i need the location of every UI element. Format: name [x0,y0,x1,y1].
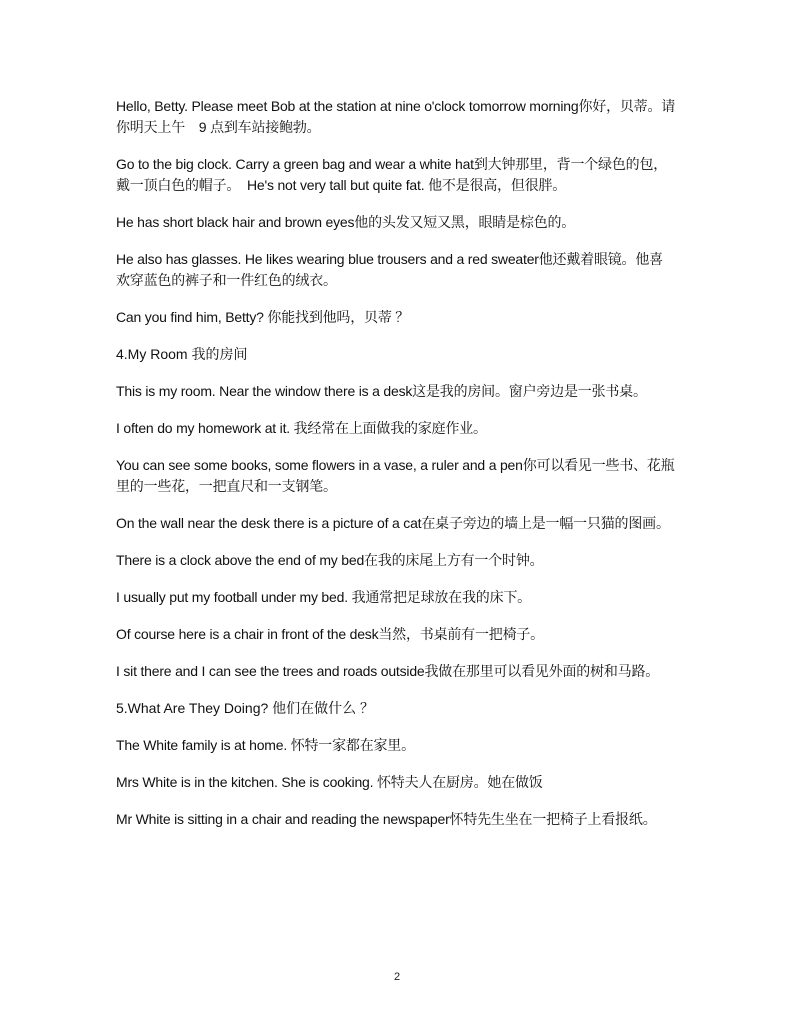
paragraph-books-vase: You can see some books, some flowers in a vase, a ruler and a pen你可以看见一些书、花瓶里的一些花，一把直尺和一支钢笔。 [116,457,675,494]
paragraph-hair-eyes: He has short black hair and brown eyes他的头发又短又黑，眼睛是棕色的。 [116,214,576,230]
paragraph-find-him: Can you find him, Betty? 你能找到他吗，贝蒂 ？ [116,309,410,325]
paragraph-homework: I often do my homework at it. 我经常在上面做我的家庭作业。 [116,420,487,436]
paragraph-clock-bed: There is a clock above the end of my bed在我的床尾上方有一个时钟。 [116,552,544,568]
section-heading-what-doing: 5.What Are They Doing? 他们在做什么 ？ [116,700,375,716]
paragraph-mrs-white: Mrs White is in the kitchen. She is cooking. 怀特夫人在厨房。她在做饭 [116,774,543,790]
paragraph-mr-white: Mr White is sitting in a chair and reading the newspaper怀特先生坐在一把椅子上看报纸。 [116,811,657,827]
paragraph-trees-roads: I sit there and I can see the trees and roads outside我做在那里可以看见外面的树和马路。 [116,663,660,679]
paragraph-glasses: He also has glasses. He likes wearing blue trousers and a red sweater他还戴着眼镜。他喜欢穿蓝色的裤子和一件红色的绒衣。 [116,251,663,288]
paragraph-picture-cat: On the wall near the desk there is a picture of a cat在桌子旁边的墙上是一幅一只猫的图画。 [116,515,670,531]
paragraph-chair: Of course here is a chair in front of the desk当然，书桌前有一把椅子。 [116,626,544,642]
paragraph-meet-bob: Hello, Betty. Please meet Bob at the station at nine o'clock tomorrow morning你好，贝蒂。请你明天上午 9 点到车站接鲍勃。 [116,98,676,135]
paragraph-big-clock: Go to the big clock. Carry a green bag and wear a white hat到大钟那里，背一个绿色的包，戴一顶白色的帽子。 He's not very tall but quite fat. 他不是很高，但很胖。 [116,156,668,193]
page-number: 2 [393,971,401,983]
paragraph-white-family: The White family is at home. 怀特一家都在家里。 [116,737,415,753]
paragraph-football: I usually put my football under my bed. 我通常把足球放在我的床下。 [116,589,531,605]
paragraph-room-desk: This is my room. Near the window there is a desk这是我的房间。窗户旁边是一张书桌。 [116,383,647,399]
page-content [116,96,676,846]
section-heading-my-room: 4.My Room 我的房间 [116,346,248,362]
